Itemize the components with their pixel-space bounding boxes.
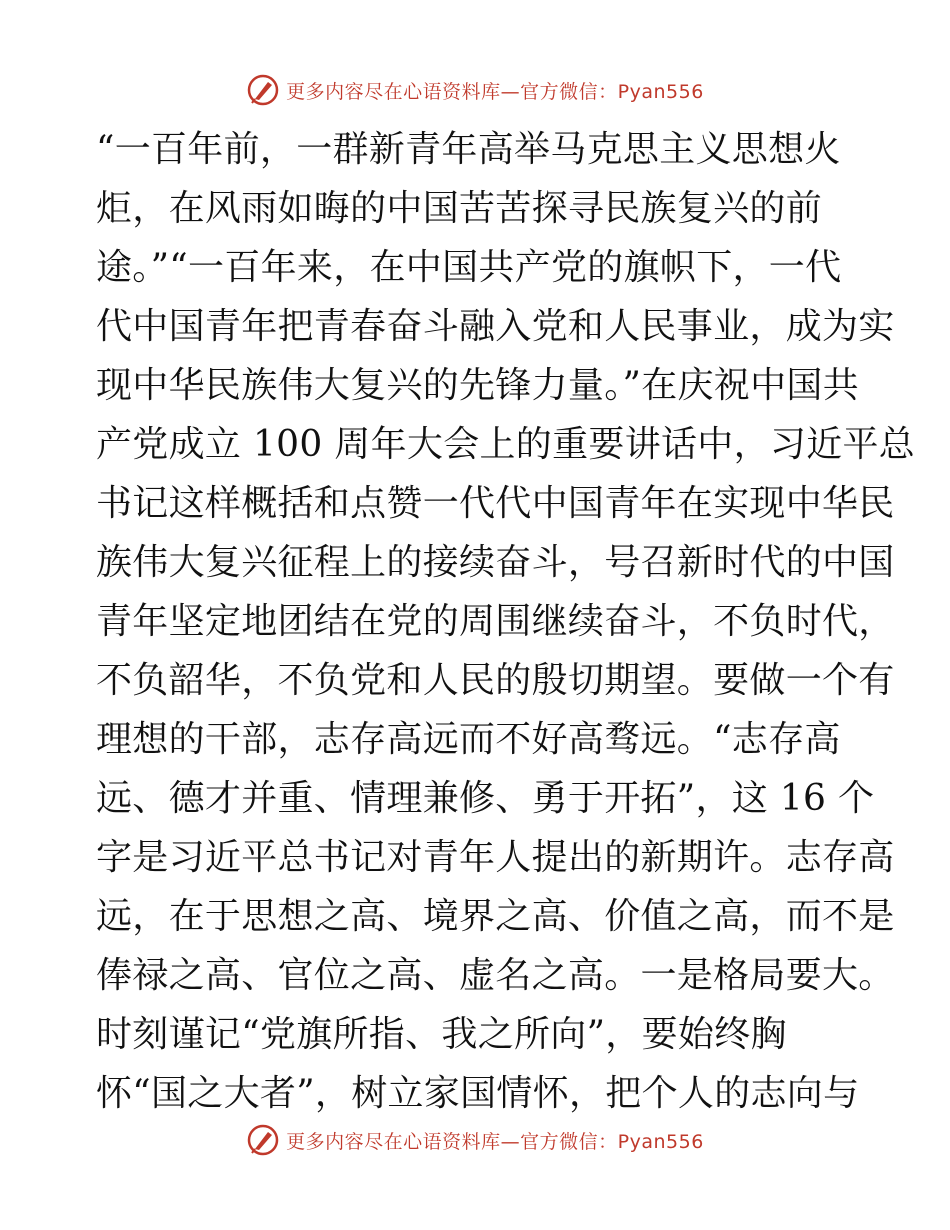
body-line: 现中华民族伟大复兴的先锋力量。”在庆祝中国共 [96, 365, 860, 406]
header-banner-text: 更多内容尽在心语资料库—官方微信：Pyan556 [286, 80, 704, 103]
body-line: 理想的干部，志存高远而不好高骛远。“志存高 [96, 719, 841, 760]
body-line: 远，在于思想之高、境界之高、价值之高，而不是 [96, 896, 895, 937]
body-line: 怀“国之大者”，树立家国情怀，把个人的志向与 [96, 1073, 860, 1114]
body-line: 炬，在风雨如晦的中国苦苦探寻民族复兴的前 [96, 188, 823, 229]
body-line: 青年坚定地团结在党的周围继续奋斗，不负时代， [96, 601, 895, 642]
body-line: 字是习近平总书记对青年人提出的新期许。志存高 [96, 837, 895, 878]
body-line: 时刻谨记“党旗所指、我之所向”，要始终胸 [96, 1014, 787, 1055]
quill-pen-seal-icon [246, 1123, 280, 1157]
body-line: 途。”“一百年来，在中国共产党的旗帜下，一代 [96, 247, 842, 288]
body-line: 族伟大复兴征程上的接续奋斗，号召新时代的中国 [96, 542, 895, 583]
body-line: 代中国青年把青春奋斗融入党和人民事业，成为实 [96, 306, 895, 347]
body-line: 远、德才并重、情理兼修、勇于开拓”，这 16 个 [96, 778, 875, 819]
body-line: “一百年前，一群新青年高举马克思主义思想火 [96, 129, 841, 170]
document-body [96, 120, 916, 1123]
body-line: 俸禄之高、官位之高、虚名之高。一是格局要大。 [96, 955, 895, 996]
header-banner [0, 70, 950, 110]
body-line: 不负韶华，不负党和人民的殷切期望。要做一个有 [96, 660, 895, 701]
quill-pen-seal-icon [246, 73, 280, 107]
body-line: 书记这样概括和点赞一代代中国青年在实现中华民 [96, 483, 895, 524]
footer-banner [0, 1120, 950, 1160]
body-line: 产党成立 100 周年大会上的重要讲话中，习近平总 [96, 424, 916, 465]
footer-banner-text: 更多内容尽在心语资料库—官方微信：Pyan556 [286, 1130, 704, 1153]
